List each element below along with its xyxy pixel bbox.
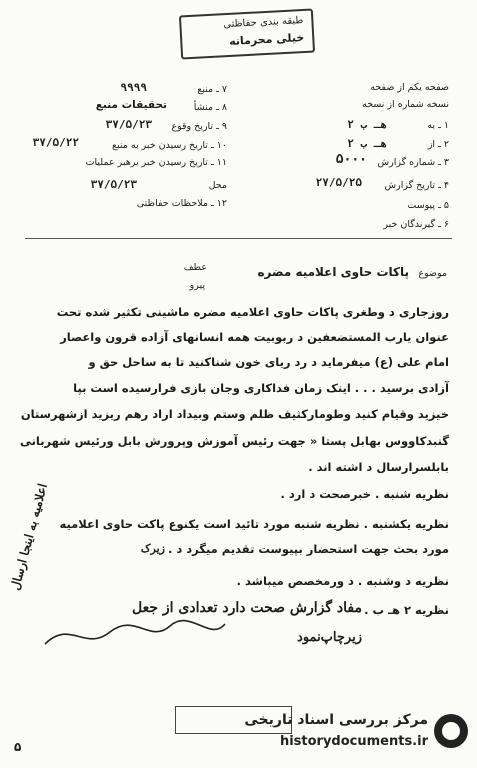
archive-watermark [128,712,468,758]
archive-url: historydocuments.ir [279,734,428,749]
opinion-monday: نظریه د وشنبه . د ورمخصص میباشد . [236,574,449,588]
origin-label: ۸ ـ منشأ [193,102,227,113]
attachment-label: ۵ ـ پیوست [407,200,449,211]
body-line: آزادی برسید . . . اینک زمان فداکاری وجان بازی فرارسیده است بپا [73,381,449,395]
handwritten-note-2: زیرچاپ‌نمود [297,630,362,645]
report-number-label: ۳ ـ شماره گزارش [377,157,449,168]
field-to-value: ۲ هـ ب [347,118,387,131]
news-to-leader-label: ۱۱ ـ تاریخ رسیدن خبر برهبر عملیات [85,157,227,168]
occurrence-date-label: ۹ ـ تاریخ وقوع [171,121,227,132]
place-label: محل [208,180,227,191]
field-from-label: ۲ ـ از [427,139,449,150]
stamp-label: طبقه بندی حفاظتی [222,15,304,31]
handwritten-initial: زیرک [140,542,165,555]
opinion-sunday-cont: مورد بحث جهت استحضار بپیوست تقدیم میگرد د . [167,542,449,556]
body-line: روزجاری د وطغری پاکات حاوی اعلامیه مضره ماشینی تکثیر شده تحت [56,305,449,319]
field-to-label: ۱ ـ به [427,120,449,131]
stamp-level: خیلی محرمانه [228,31,305,48]
page-number: ۵ [14,740,22,754]
subject-label: موضوع [418,268,447,279]
handwritten-margin: اعلامیه به اینجا ارسال [8,482,50,592]
reference-label: عطف [183,262,207,273]
occurrence-date-value: ۳۷/۵/۲۳ [105,118,152,131]
field-from-value: ۲ هـ ب [347,137,387,150]
opinion-2hb: نظریه ۲ هـ ب . [364,603,449,617]
protection-notes-label: ۱۲ ـ ملاحظات حفاظتی [136,198,227,209]
opinion-saturday: نظریه شنبه . خبرصحت د ارد . [280,487,449,501]
body-line: عنوان یارب المستضعفین د ربوبیت همه انسانهای آزاده قرون واعصار [60,330,449,344]
recipients-label: ۶ ـ گیرندگان خبر [383,219,449,230]
body-line: بابلسرارسال د اشته اند . [308,460,449,474]
report-date-value: ۲۷/۵/۲۵ [315,176,362,189]
body-line: گنبدکاووس بهابل پستا « جهت رئیس آموزش وپرورش بابل ورئیس شهربانی [19,434,449,448]
report-date-label: ۴ ـ تاریخ گزارش [384,180,449,191]
archive-logo-icon [434,714,468,748]
body-line: خیزید وقیام کنید وطومارکثیف ظلم وستم وبیداد اراد رهم ریزید ازشهرستان [20,407,449,421]
origin-value: تحقیقات منبع [95,99,167,111]
handwritten-note: مفاد گزارش صحت دارد تعدادی از جعل [132,600,362,616]
opinion-sunday: نظریه یکشنبه . نظریه شنبه مورد تائید است یکنوع پاکت حاوی اعلامیه [59,517,449,531]
report-number-value: ۵۰۰۰ [335,152,367,167]
news-to-source-label: ۱۰ ـ تاریخ رسیدن خبر به منبع [112,140,227,151]
side-date-value: ۳۷/۵/۲۲ [32,136,79,149]
page-count: صفحه یکم از صفحه [370,82,449,93]
classification-stamp [179,9,315,60]
follow-up-label: پیرو [189,280,205,291]
signature-scribble [40,614,230,654]
subject-text: پاکات حاوی اعلامیه مضره [257,265,409,279]
archive-name: مرکز بررسی اسناد تاریخی [244,712,428,728]
copy-number: نسخه شماره از نسخه [362,99,449,110]
news-to-leader-value: ۳۷/۵/۲۳ [90,178,137,191]
source-value: ۹۹۹۹ [120,81,147,94]
body-line: امام علی (ع) میفرماید د رد ریای خون شناکنید تا به ساحل حق و [88,355,449,369]
header-divider [25,238,452,239]
source-label: ۷ ـ منبع [197,84,227,95]
